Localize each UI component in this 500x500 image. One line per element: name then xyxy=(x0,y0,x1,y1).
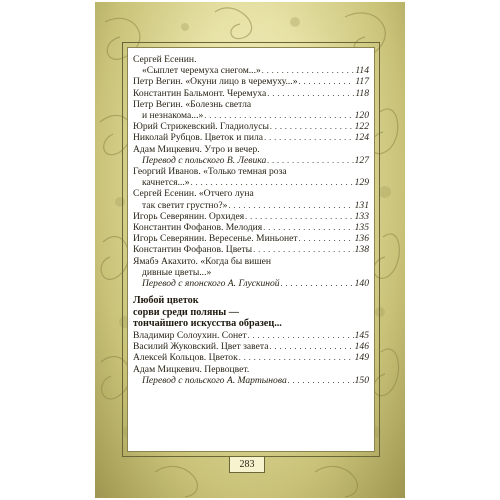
toc-text: Перевод с польского В. Левика xyxy=(142,154,267,166)
toc-entry xyxy=(133,233,369,244)
toc-page-number: 133 xyxy=(354,210,369,222)
dot-leader xyxy=(267,88,354,99)
toc-page-number: 145 xyxy=(354,330,369,342)
toc-entry xyxy=(133,211,369,222)
toc-text: Константин Бальмонт. Черемуха xyxy=(133,87,267,99)
table-of-contents xyxy=(133,54,369,386)
dot-leader xyxy=(245,211,353,222)
toc-page-number: 136 xyxy=(354,233,369,245)
toc-line xyxy=(133,233,369,244)
toc-line xyxy=(133,65,369,76)
toc-page-number: 117 xyxy=(355,76,369,88)
toc-line xyxy=(133,375,369,386)
toc-line xyxy=(133,364,369,375)
dot-leader xyxy=(228,200,353,211)
toc-entry xyxy=(133,341,369,352)
toc-text: Игорь Северянин. Вересенье. Миньонет xyxy=(133,233,298,245)
toc-entry xyxy=(133,132,369,143)
toc-entry xyxy=(133,88,369,99)
toc-entry xyxy=(133,76,369,87)
section-heading-line: тончайшего искусства образец... xyxy=(133,318,282,330)
toc-text: Владимир Солоухин. Сонет xyxy=(133,330,247,342)
toc-line xyxy=(133,110,369,121)
toc-line xyxy=(133,155,369,166)
toc-page-number: 140 xyxy=(354,278,369,290)
toc-entry xyxy=(133,54,369,76)
toc-entry xyxy=(133,364,369,386)
section-heading-line: сорви среди поляны — xyxy=(133,306,239,318)
toc-line xyxy=(133,132,369,143)
toc-entry xyxy=(133,188,369,210)
toc-text: Сергей Есенин. «Отчего луна xyxy=(133,188,254,200)
toc-entry xyxy=(133,99,369,121)
toc-entry xyxy=(133,121,369,132)
toc-line xyxy=(133,330,369,341)
toc-entry xyxy=(133,256,369,290)
toc-line xyxy=(133,99,369,110)
section-heading-line: Любой цветок xyxy=(133,295,199,307)
toc-text: Юрий Стрижевский. Гладиолусы xyxy=(133,121,269,133)
toc-text: и незнакома...» xyxy=(142,110,204,122)
dot-leader xyxy=(299,76,354,87)
toc-text: дивные цветы...» xyxy=(142,266,212,278)
toc-text: Перевод с японского А. Глускиной xyxy=(142,278,280,290)
toc-entry xyxy=(133,244,369,255)
dot-leader xyxy=(262,65,354,76)
toc-page-number: 120 xyxy=(354,110,369,122)
toc-line xyxy=(133,76,369,87)
toc-line xyxy=(133,244,369,255)
toc-line xyxy=(133,256,369,267)
dot-leader xyxy=(299,233,354,244)
toc-text: «Сыплет черемуха снегом...» xyxy=(142,65,261,77)
toc-text: Николай Рубцов. Цветок и пила xyxy=(133,132,264,144)
dot-leader xyxy=(204,110,353,121)
toc-page-number: 138 xyxy=(354,244,369,256)
toc-page-number: 118 xyxy=(355,87,369,99)
toc-entry xyxy=(133,222,369,233)
toc-line xyxy=(133,222,369,233)
toc-line xyxy=(133,200,369,211)
dot-leader xyxy=(191,177,354,188)
toc-page-number: 131 xyxy=(354,199,369,211)
toc-page-number: 149 xyxy=(354,352,369,364)
toc-text: Алексей Кольцов. Цветок xyxy=(133,352,238,364)
toc-page-number: 114 xyxy=(355,65,369,77)
dot-leader xyxy=(270,121,354,132)
dot-leader xyxy=(288,375,354,386)
toc-page-number: 150 xyxy=(354,374,369,386)
toc-line xyxy=(133,267,369,278)
toc-page-number: 127 xyxy=(354,154,369,166)
dot-leader xyxy=(281,278,354,289)
toc-text: Василий Жуковский. Цвет завета xyxy=(133,341,269,353)
dot-leader xyxy=(239,352,354,363)
toc-text: Адам Мицкевич. Первоцвет. xyxy=(133,363,250,375)
toc-line xyxy=(133,88,369,99)
toc-line xyxy=(133,177,369,188)
toc-line xyxy=(133,211,369,222)
toc-line xyxy=(133,54,369,65)
toc-line xyxy=(133,278,369,289)
toc-text: Константин Фофанов. Мелодия xyxy=(133,222,263,234)
toc-text: Петр Вегин. «Болезнь светла xyxy=(133,98,252,110)
toc-text: Георгий Иванов. «Только темная роза xyxy=(133,166,287,178)
dot-leader xyxy=(264,132,354,143)
toc-text: Константин Фофанов. Цветы xyxy=(133,244,253,256)
dot-leader xyxy=(248,330,354,341)
toc-entry xyxy=(133,330,369,341)
dot-leader xyxy=(269,341,353,352)
toc-entry xyxy=(133,352,369,363)
toc-entry xyxy=(133,166,369,188)
page-number: 283 xyxy=(229,456,265,473)
toc-page-number: 122 xyxy=(354,121,369,133)
toc-line xyxy=(133,352,369,363)
toc-text: Сергей Есенин. xyxy=(133,54,197,65)
toc-line xyxy=(133,121,369,132)
toc-page-number: 124 xyxy=(354,132,369,144)
toc-entry xyxy=(133,144,369,166)
dot-leader xyxy=(267,155,353,166)
toc-text: Ямабэ Акахито. «Когда бы вишен xyxy=(133,255,272,267)
toc-line xyxy=(133,188,369,199)
dot-leader xyxy=(253,244,354,255)
toc-page-number: 146 xyxy=(354,341,369,353)
dot-leader xyxy=(263,222,353,233)
toc-text: Перевод с польского А. Мартынова xyxy=(142,374,287,386)
toc-page-number: 129 xyxy=(354,177,369,189)
toc-text: так светит грустно?» xyxy=(142,199,228,211)
toc-text: Петр Вегин. «Окуни лицо в черемуху...» xyxy=(133,76,298,88)
toc-text: качнется...» xyxy=(142,177,190,189)
toc-line xyxy=(133,341,369,352)
toc-page-number: 135 xyxy=(354,222,369,234)
toc-text: Игорь Северянин. Орхидея xyxy=(133,210,245,222)
toc-line xyxy=(133,144,369,155)
toc-text: Адам Мицкевич. Утро и вечер. xyxy=(133,143,260,155)
toc-line xyxy=(133,166,369,177)
